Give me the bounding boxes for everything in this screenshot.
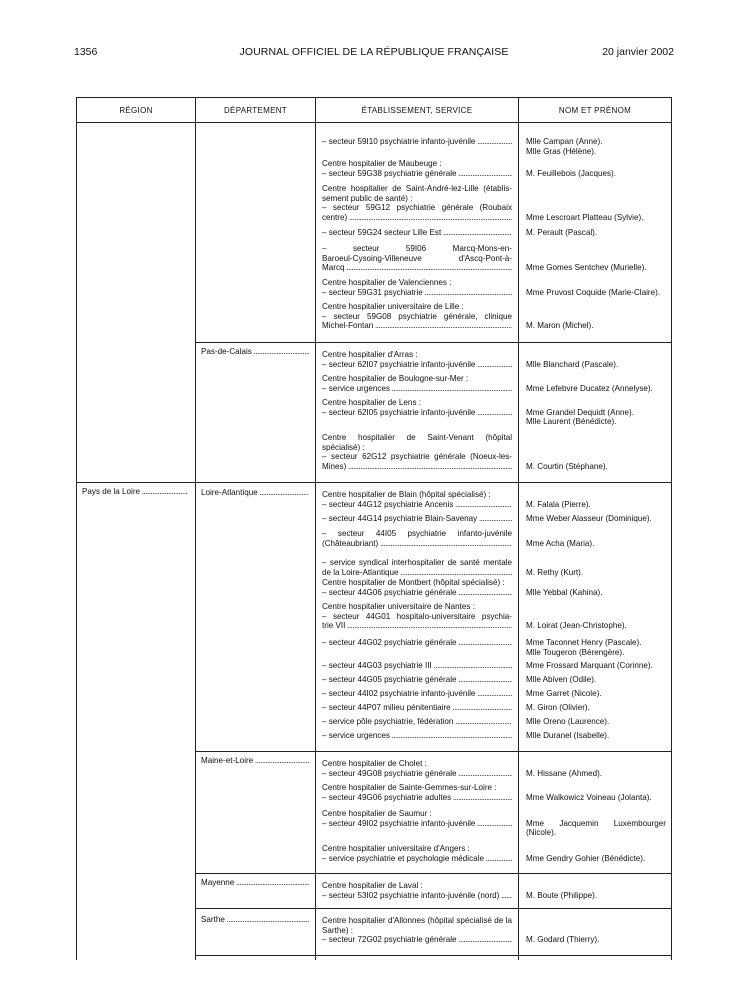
entry-name: Mlle Campan (Anne). bbox=[526, 137, 603, 146]
entry-name: M. Perault (Pascal). bbox=[526, 228, 598, 237]
entry-line: Centre hospitalier de Montbert (hôpital spécialisé) : bbox=[322, 578, 505, 587]
entry-line: Centre hospitalier d'Arras : bbox=[322, 350, 418, 359]
entry-etablissement bbox=[322, 302, 512, 331]
entry-name: M. Falala (Pierre). bbox=[526, 499, 591, 509]
entry-etablissement bbox=[322, 675, 512, 685]
entry-line: – secteur 62I05 psychiatrie infanto-juvénile ..... bbox=[322, 408, 512, 418]
row-divider bbox=[196, 955, 671, 956]
entry-line: – secteur 49G08 psychiatrie générale ..... bbox=[322, 769, 512, 779]
entry-etablissement bbox=[322, 184, 512, 222]
entry-line: – secteur 62G12 psychiatrie générale (Noeux-les- bbox=[322, 452, 512, 462]
entry-name: (Nicole). bbox=[526, 828, 557, 838]
entry-name: Mme Weber Alasseur (Dominique). bbox=[526, 514, 652, 523]
entry-name: Mlle Yebbal (Kahina). bbox=[526, 587, 603, 597]
entry-etablissement bbox=[322, 638, 512, 648]
entry-line: Centre hospitalier de Lens : bbox=[322, 398, 421, 407]
departement-label: Mayenne ..... bbox=[201, 878, 309, 888]
entry-line: – secteur 59G08 psychiatrie générale, clinique bbox=[322, 311, 512, 321]
entry-line: – secteur 59I10 psychiatrie infanto-juvénile ..... bbox=[322, 137, 512, 147]
entry-name: Mme Gendry Gohier (Bénédicte). bbox=[526, 853, 646, 863]
entry-etablissement bbox=[322, 916, 512, 945]
appointments-table bbox=[76, 97, 672, 960]
entry-line: Centre hospitalier de Sainte-Gemmes-sur-Loire : bbox=[322, 783, 497, 792]
entry-line: – secteur 59G38 psychiatrie générale ..... bbox=[322, 169, 512, 179]
entry-name: Mlle Gras (Hélène). bbox=[526, 146, 597, 156]
page-date: 20 janvier 2002 bbox=[602, 46, 674, 58]
entry-line: Baroeul-Cysoing-Villeneuve d'Ascq-Pont-à- bbox=[322, 253, 512, 263]
column-header-region: RÉGION bbox=[119, 106, 153, 115]
entry-line: – secteur 44G03 psychiatrie III ..... bbox=[322, 661, 512, 671]
entry-line: Michel-Fontan ..... bbox=[322, 321, 512, 331]
entry-name: M. Maron (Michel). bbox=[526, 321, 594, 331]
entry-name: M. Godard (Thierry). bbox=[526, 935, 600, 945]
entry-line: – service psychiatrie et psychologie médicale ..... bbox=[322, 854, 512, 864]
entry-etablissement bbox=[322, 558, 512, 577]
entry-name: M. Giron (Olivier). bbox=[526, 703, 590, 712]
entry-name: M. Boute (Philippe). bbox=[526, 890, 598, 900]
entry-etablissement bbox=[322, 398, 512, 417]
entry-line: Centre hospitalier universitaire de Nantes : bbox=[322, 602, 475, 611]
row-divider bbox=[196, 908, 671, 909]
entry-line: – secteur 62I07 psychiatrie infanto-juvénile ..... bbox=[322, 360, 512, 370]
entry-line: – secteur 44G06 psychiatrie générale ..... bbox=[322, 588, 512, 598]
row-divider bbox=[77, 482, 671, 483]
entry-etablissement bbox=[322, 759, 512, 778]
entry-line: Centre hospitalier de Saumur : bbox=[322, 809, 432, 818]
entry-name: Mme Lescroart Platteau (Sylvie). bbox=[526, 212, 644, 222]
entry-line: – secteur 59G24 secteur Lille Est ..... bbox=[322, 228, 512, 238]
departement-label: Loire-Atlantique ..... bbox=[201, 488, 309, 498]
entry-name: Mme Walkowicz Voineau (Jolanta). bbox=[526, 792, 652, 802]
row-divider bbox=[196, 751, 671, 752]
entry-name: Mme Gomes Sentchev (Murielle). bbox=[526, 263, 647, 273]
entry-line: – secteur 44G12 psychiatrie Ancenis ..... bbox=[322, 500, 512, 510]
entry-name: Mme Frossard Marquant (Corinne). bbox=[526, 661, 653, 670]
entry-line: – secteur 44G05 psychiatrie générale ..... bbox=[322, 675, 512, 685]
entry-line: – service urgences ..... bbox=[322, 384, 512, 394]
column-divider bbox=[518, 98, 519, 960]
entry-name: Mme Lefebvre Ducatez (Annelyse). bbox=[526, 383, 653, 393]
entry-etablissement bbox=[322, 661, 512, 671]
departement-label: Maine-et-Loire ..... bbox=[201, 756, 309, 766]
page-number: 1356 bbox=[74, 46, 98, 58]
entry-line: de la Loire-Atlantique ..... bbox=[322, 568, 512, 578]
entry-line: – secteur 53I02 psychiatrie infanto-juvénile (nord) ..... bbox=[322, 891, 512, 901]
entry-etablissement bbox=[322, 689, 512, 699]
entry-line: Centre hospitalier de Laval : bbox=[322, 881, 423, 890]
row-divider bbox=[196, 342, 671, 343]
entry-line: Centre hospitalier universitaire de Lille : bbox=[322, 302, 464, 311]
entry-line: trie VII ..... bbox=[322, 621, 512, 631]
entry-line: – secteur 49I02 psychiatrie infanto-juvénile ..... bbox=[322, 819, 512, 829]
column-header-departement: DÉPARTEMENT bbox=[223, 106, 287, 115]
entry-etablissement bbox=[322, 278, 512, 297]
column-header-etablissement: ÉTABLISSEMENT, SERVICE bbox=[361, 106, 473, 115]
entry-etablissement bbox=[322, 783, 512, 802]
entry-name: Mme Grandel Dequidt (Anne). bbox=[526, 407, 634, 417]
entry-etablissement bbox=[322, 350, 512, 369]
entry-line: – secteur 59G31 psychiatrie ..... bbox=[322, 288, 512, 298]
entry-line: – service urgences ..... bbox=[322, 731, 512, 741]
entry-line: – secteur 44I05 psychiatrie infanto-juvénile bbox=[322, 529, 512, 538]
entry-name: M. Courtin (Stéphane). bbox=[526, 461, 608, 471]
entry-line: – secteur 59G12 psychiatrie générale (Roubaix bbox=[322, 203, 512, 213]
entry-name: Mlle Oreno (Laurence). bbox=[526, 717, 610, 726]
departement-label: Pas-de-Calais ..... bbox=[201, 347, 309, 357]
entry-etablissement bbox=[322, 514, 512, 524]
entry-etablissement bbox=[322, 809, 512, 828]
entry-line: – secteur 44P07 milieu pénitentiaire ..... bbox=[322, 703, 512, 713]
entry-name: M. Rethy (Kurt). bbox=[526, 567, 584, 577]
entry-etablissement bbox=[322, 137, 512, 147]
entry-line: – secteur 44I02 psychiatrie infanto-juvénile ..... bbox=[322, 689, 512, 699]
entry-etablissement bbox=[322, 529, 512, 548]
entry-line: – service syndical interhospitalier de santé mentale bbox=[322, 558, 512, 567]
entry-line: – secteur 72G02 psychiatrie générale ..... bbox=[322, 935, 512, 945]
entry-name: M. Hissane (Ahmed). bbox=[526, 768, 603, 778]
entry-name: M. Loirat (Jean-Christophe). bbox=[526, 621, 627, 631]
entry-line: – secteur 49G06 psychiatrie adultes ..... bbox=[322, 793, 512, 803]
entry-line: spécialisé) : bbox=[322, 442, 365, 452]
entry-line: – service pôle psychiatrie, fédération ..... bbox=[322, 717, 512, 727]
entry-etablissement bbox=[322, 602, 512, 631]
entry-name: Mlle Duranel (Isabelle). bbox=[526, 731, 610, 740]
departement-label: Sarthe ..... bbox=[201, 915, 309, 925]
entry-line: Centre hospitalier de Maubeuge : bbox=[322, 159, 442, 168]
entry-etablissement bbox=[322, 844, 512, 863]
entry-line: – secteur 44G02 psychiatrie générale ..... bbox=[322, 638, 512, 648]
header-rule bbox=[77, 122, 671, 123]
entry-etablissement bbox=[322, 717, 512, 727]
entry-line: – secteur 59I06 Marcq-Mons-en- bbox=[322, 244, 512, 253]
entry-line: Centre hospitalier de Saint-Venant (hôpital bbox=[322, 433, 512, 442]
column-divider bbox=[315, 98, 316, 960]
entry-name: M. Feuillebois (Jacques). bbox=[526, 168, 616, 178]
entry-line: Centre hospitalier d'Allonnes (hôpital spécialisé de la bbox=[322, 916, 512, 925]
entry-etablissement bbox=[322, 490, 512, 509]
entry-name: Mme Garret (Nicole). bbox=[526, 689, 602, 698]
entry-name: Mme Acha (Maria). bbox=[526, 538, 595, 548]
entry-name: Mlle Abiven (Odile). bbox=[526, 675, 597, 684]
entry-line: Marcq ..... bbox=[322, 263, 512, 273]
entry-etablissement bbox=[322, 433, 512, 471]
entry-etablissement bbox=[322, 228, 512, 238]
entry-line: Centre hospitalier de Boulogne-sur-Mer : bbox=[322, 374, 469, 383]
entry-etablissement bbox=[322, 578, 512, 597]
entry-name: Mlle Tougeron (Bérengère). bbox=[526, 647, 625, 657]
entry-etablissement bbox=[322, 881, 512, 900]
entry-line: Centre hospitalier de Blain (hôpital spécialisé) : bbox=[322, 490, 491, 499]
entry-etablissement bbox=[322, 731, 512, 741]
entry-line: centre) ..... bbox=[322, 213, 512, 223]
entry-line: sement public de santé) : bbox=[322, 193, 413, 203]
entry-line: – secteur 44G01 hospitalo-universitaire psychia- bbox=[322, 611, 512, 621]
entry-line: Mines) ..... bbox=[322, 462, 512, 472]
entry-etablissement bbox=[322, 244, 512, 273]
column-divider bbox=[195, 98, 196, 960]
entry-line: – secteur 44G14 psychiatrie Blain-Savenay ..... bbox=[322, 514, 512, 524]
entry-line: Sarthe) : bbox=[322, 925, 354, 935]
entry-line: (Châteaubriant) ..... bbox=[322, 539, 512, 549]
entry-line: Centre hospitalier universitaire d'Angers : bbox=[322, 844, 470, 853]
entry-line: Centre hospitalier de Valenciennes : bbox=[322, 278, 452, 287]
entry-name: Mlle Laurent (Bénédicte). bbox=[526, 417, 617, 427]
entry-name: Mlle Blanchard (Pascale). bbox=[526, 359, 619, 369]
entry-name: Mme Taconnet Henry (Pascale). bbox=[526, 638, 642, 647]
entry-line: Centre hospitalier de Saint-André-lez-Lille (établis- bbox=[322, 184, 512, 193]
journal-title: JOURNAL OFFICIEL DE LA RÉPUBLIQUE FRANÇAISE bbox=[239, 46, 509, 58]
entry-line: Centre hospitalier de Cholet : bbox=[322, 759, 427, 768]
entry-name: Mme Jacquemin Luxembourger bbox=[526, 818, 666, 828]
entry-etablissement bbox=[322, 703, 512, 713]
entry-etablissement bbox=[322, 159, 512, 178]
entry-etablissement bbox=[322, 374, 512, 393]
row-divider bbox=[196, 873, 671, 874]
entry-name: Mme Pruvost Coquide (Marie-Claire). bbox=[526, 287, 661, 297]
column-header-nom: NOM ET PRÉNOM bbox=[558, 106, 632, 115]
region-label: Pays de la Loire ..... bbox=[82, 487, 188, 497]
